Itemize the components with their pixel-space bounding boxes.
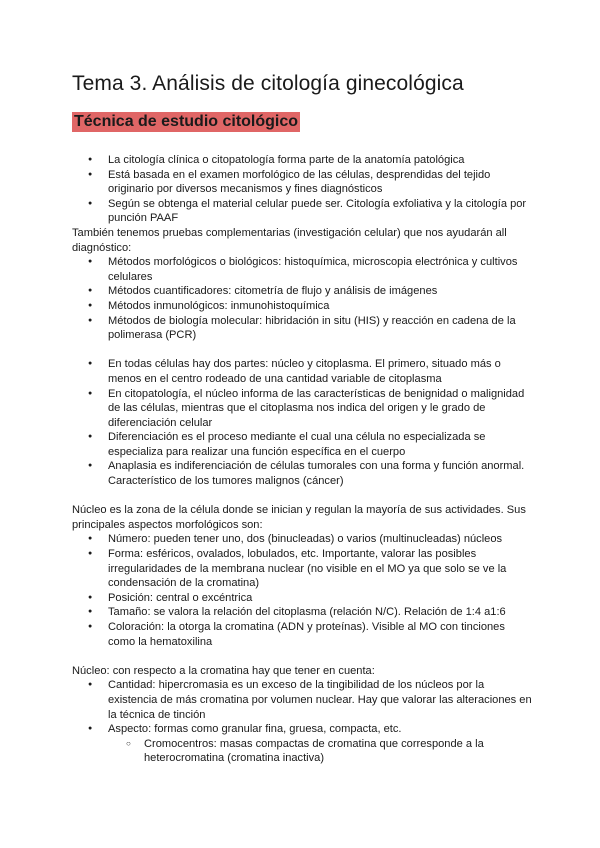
list-item: ● Anaplasia es indiferenciación de células tumorales con una forma y función anormal. Característico de los tumores malignos (cáncer)	[72, 459, 532, 488]
section-heading: Técnica de estudio citológico	[74, 113, 299, 130]
list-item: ● Según se obtenga el material celular puede ser. Citología exfoliativa y la citología por punción PAAF	[72, 197, 532, 226]
list-item: ● Coloración: la otorga la cromatina (ADN y proteínas). Visible al MO con tinciones como la hematoxilina	[72, 620, 532, 649]
spacer	[72, 489, 532, 504]
paragraph-chromatin: Núcleo: con respecto a la cromatina hay que tener en cuenta:	[72, 664, 375, 677]
list-item: ● Posición: central o excéntrica	[72, 591, 532, 606]
spacer	[72, 343, 532, 358]
list-item: ● Aspecto: formas como granular fina, gruesa, compacta, etc.	[72, 722, 532, 737]
sub-bullet-list-chromatin	[72, 737, 532, 766]
list-item: ● Forma: esféricos, ovalados, lobulados, etc. Importante, valorar las posibles irregularidades de la membrana nuclear (no visible en el MO ya que solo se ve la condensación de la cromatina)	[72, 547, 532, 591]
paragraph-complementary-tests: También tenemos pruebas complementarias (investigación celular) que nos ayudarán all diagnóstico:	[72, 226, 507, 254]
page-title: Tema 3. Análisis de citología ginecológica	[72, 72, 464, 95]
sub-list-item: ○ Cromocentros: masas compactas de cromatina que corresponde a la heterocromatina (cromatina inactiva)	[72, 737, 532, 766]
list-item: ● Diferenciación es el proceso mediante el cual una célula no especializada se especializa para realizar una función específica en el cuerpo	[72, 430, 532, 459]
list-item: ● Tamaño: se valora la relación del citoplasma (relación N/C). Relación de 1:4 a1:6	[72, 605, 532, 620]
bullet-list-cell-parts	[72, 357, 532, 488]
list-item: ● Métodos morfológicos o biológicos: histoquímica, microscopia electrónica y cultivos celulares	[72, 255, 532, 284]
bullet-list-nucleus-aspects	[72, 532, 532, 649]
document-body	[72, 153, 532, 766]
list-item: ● Métodos de biología molecular: hibridación in situ (HIS) y reacción en cadena de la polimerasa (PCR)	[72, 314, 532, 343]
list-item: ● Cantidad: hipercromasia es un exceso de la tingibilidad de los núcleos por la existencia de más cromatina por volumen nuclear. Hay que valorar las alteraciones en la técnica de tinción	[72, 678, 532, 722]
list-item: ● La citología clínica o citopatología forma parte de la anatomía patológica	[72, 153, 532, 168]
list-item: ● En citopatología, el núcleo informa de las características de benignidad o malignidad de las células, mientras que el citoplasma nos indica del origen y le grado de diferenciación celular	[72, 387, 532, 431]
paragraph-nucleus: Núcleo es la zona de la célula donde se inician y regulan la mayoría de sus actividades. Sus principales aspectos morfológicos son:	[72, 504, 526, 531]
bullet-list-intro	[72, 153, 532, 226]
list-item: ● Número: pueden tener uno, dos (binucleadas) o varios (multinucleadas) núcleos	[72, 532, 532, 547]
list-item: ● En todas células hay dos partes: núcleo y citoplasma. El primero, situado más o menos en el centro rodeado de una cantidad variable de citoplasma	[72, 357, 532, 386]
list-item: ● Métodos cuantificadores: citometría de flujo y análisis de imágenes	[72, 284, 532, 299]
bullet-list-methods	[72, 255, 532, 343]
spacer	[72, 649, 532, 664]
bullet-list-chromatin	[72, 678, 532, 736]
list-item: ● Está basada en el examen morfológico de las células, desprendidas del tejido originario por diversos mecanismos y fines diagnósticos	[72, 168, 532, 197]
list-item: ● Métodos inmunológicos: inmunohistoquímica	[72, 299, 532, 314]
